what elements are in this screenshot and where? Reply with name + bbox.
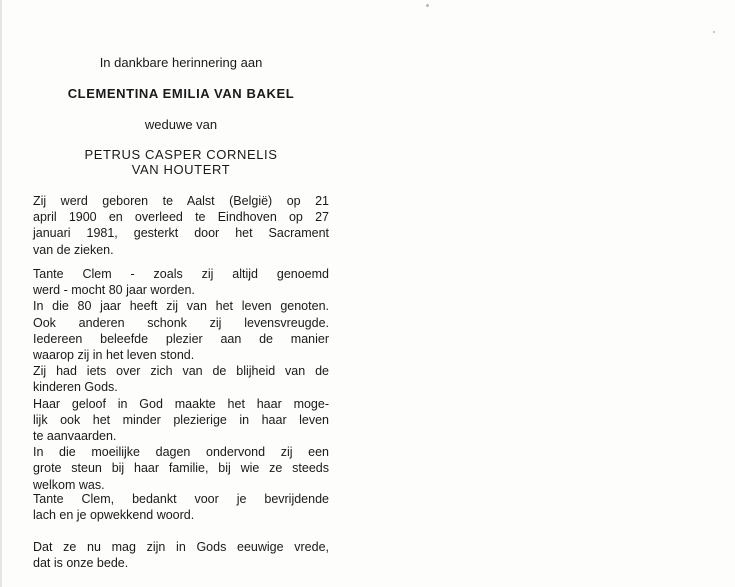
text-line: april 1900 en overleed te Eindhoven op 27 [33,210,329,225]
text-line: Ook anderen schonk zij levensvreugde. [33,315,329,330]
text-line: grote steun bij haar familie, bij wie ze steeds [33,461,329,476]
text-line: Zij had iets over zich van de blijheid van de [33,364,329,379]
text-line: lijk ook het minder plezierige in haar leven [33,412,329,427]
biography-paragraph [33,193,329,258]
text-line: waarop zij in het leven stond. [33,348,195,363]
text-line: Iedereen beleefde plezier aan de manier [33,331,329,346]
text-line: kinderen Gods. [33,380,118,395]
spouse-name [33,147,329,177]
text-line: januari 1981, gesterkt door het Sacrament [33,226,329,241]
text-line: Tante Clem - zoals zij altijd genoemd [33,267,329,281]
text-line: welkom was. [33,477,105,492]
closing-paragraph [33,539,329,571]
text-line: werd - mocht 80 jaar worden. [33,283,195,298]
paper-speck [713,31,715,33]
relation-text: weduwe van [144,117,218,132]
text-line: Haar geloof in God maakte het haar moge- [33,396,329,411]
thanks-paragraph [33,491,329,523]
tribute-paragraph [33,266,329,493]
intro-text: In dankbare herinnering aan [99,55,263,70]
paper-speck [426,4,429,7]
text-line: dat is onze bede. [33,556,129,571]
text-line: In die moeilijke dagen ondervond zij een [33,445,329,460]
text-line: lach en je opwekkend woord. [33,508,195,523]
text-line: In die 80 jaar heeft zij van het leven genoten. [33,299,329,314]
text-line: van de zieken. [33,242,114,257]
text-line: Dat ze nu mag zijn in Gods eeuwige vrede, [33,540,329,554]
text-line: Tante Clem, bedankt voor je bevrijdende [33,492,329,506]
card-edge [0,0,2,587]
deceased-name: CLEMENTINA EMILIA VAN BAKEL [67,86,295,101]
spouse-name-line: VAN HOUTERT [131,162,231,177]
text-line: te aanvaarden. [33,429,117,444]
spouse-name-line: PETRUS CASPER CORNELIS [84,147,278,162]
text-line: Zij werd geboren te Aalst (België) op 21 [33,194,329,208]
